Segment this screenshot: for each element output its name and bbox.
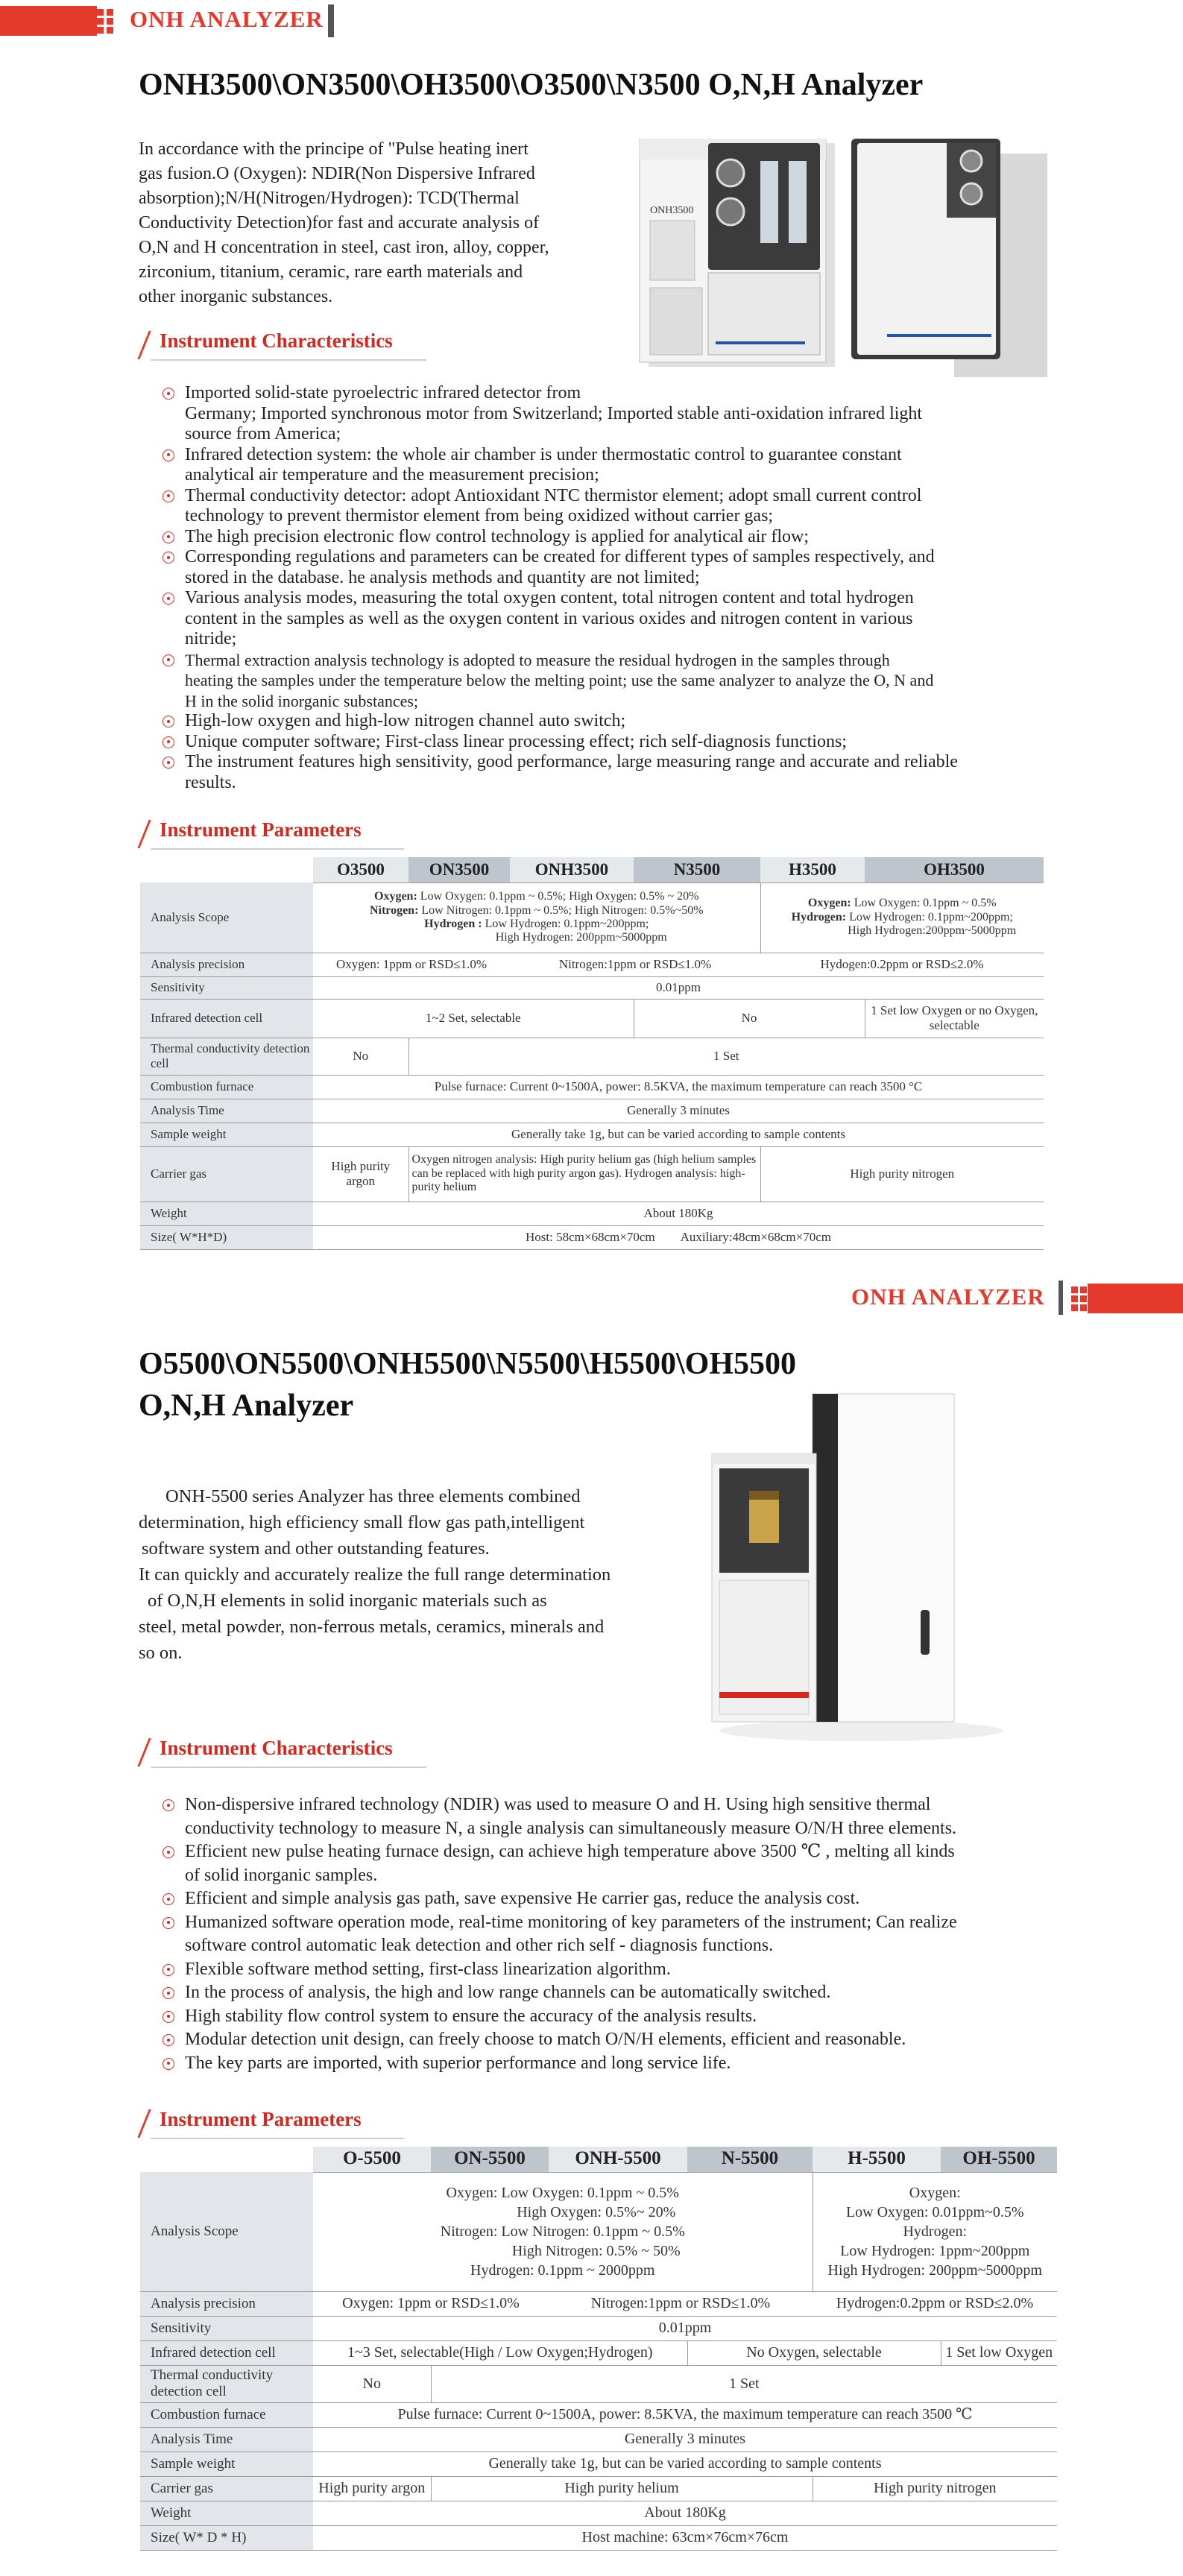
section2-characteristics-heading: Instrument Characteristics bbox=[143, 1735, 426, 1768]
row-label: Sample weight bbox=[140, 2452, 313, 2476]
bullet-icon bbox=[163, 2034, 174, 2046]
bullet-icon bbox=[163, 716, 174, 727]
intro-line: In accordance with the principe of "Pulse heating inert bbox=[139, 139, 529, 159]
row-label: Sample weight bbox=[140, 1123, 313, 1146]
table-row: Weight About 180Kg bbox=[140, 2501, 1057, 2525]
bullet-icon bbox=[163, 531, 174, 543]
table-row: Analysis precision Oxygen: 1ppm or RSD≤1.0% Nitrogen:1ppm or RSD≤1.0% Hydogen:0.2ppm or RSD≤2.0% bbox=[140, 953, 1044, 976]
row-label: Analysis precision bbox=[140, 2291, 313, 2316]
bullet-icon bbox=[163, 736, 174, 748]
row-label: Size( W*H*D) bbox=[140, 1225, 313, 1249]
row-label: Weight bbox=[140, 2501, 313, 2525]
bullet-icon bbox=[163, 757, 174, 768]
table-header-row bbox=[140, 2147, 1057, 2172]
row-label: Sensitivity bbox=[140, 2316, 313, 2340]
section1-intro bbox=[139, 137, 616, 309]
table-row: Sample weight Generally take 1g, but can be varied according to sample contents bbox=[140, 2452, 1057, 2476]
table-row: Weight About 180Kg bbox=[140, 1202, 1044, 1225]
feature-item: Unique computer software; First-class linear processing effect; rich self-diagnosis functions; bbox=[161, 732, 1056, 753]
brand-red-tab bbox=[1088, 1284, 1183, 1313]
column-header: H3500 bbox=[760, 857, 865, 883]
intro-line: O,N and H concentration in steel, cast iron, alloy, copper, bbox=[139, 238, 549, 257]
column-header: ONH3500 bbox=[510, 857, 634, 883]
feature-item: The high precision electronic flow control technology is applied for analytical air flow; bbox=[161, 527, 1056, 548]
row-label: Carrier gas bbox=[140, 1146, 313, 1202]
brand-divider bbox=[1059, 1281, 1063, 1315]
table-row: Infrared detection cell 1~3 Set, selectable(High / Low Oxygen;Hydrogen) No Oxygen, selectable 1 Set low Oxygen bbox=[140, 2340, 1057, 2365]
section1-feature-list bbox=[161, 383, 1056, 793]
column-header: O-5500 bbox=[313, 2147, 431, 2172]
device-model-label: ONH3500 bbox=[650, 205, 694, 216]
intro-line: gas fusion.O (Oxygen): NDIR(Non Dispersive Infrared bbox=[139, 164, 535, 183]
row-label: Analysis Scope bbox=[140, 883, 313, 953]
scope-left-cell: Oxygen: Low Oxygen: 0.1ppm ~ 0.5%; High Oxygen: 0.5% ~ 20% Nitrogen: Low Nitrogen: 0.1ppm ~ 0.5%; High Nitrogen: 0.5%~50% Hydrogen : Low Hydrogen: 0.1ppm~200ppm; High Hydrogen: 200ppm~5000ppm bbox=[313, 883, 760, 953]
brand-tag-top bbox=[0, 0, 343, 40]
section1-characteristics-heading: Instrument Characteristics bbox=[143, 328, 426, 361]
intro-line: zirconium, titanium, ceramic, rare earth materials and bbox=[139, 262, 523, 282]
scope-right-cell: Oxygen: Low Oxygen: 0.01ppm~0.5% Hydrogen: Low Hydrogen: 1ppm~200ppm High Hydrogen: 200ppm~5000ppm bbox=[813, 2172, 1057, 2291]
table-row: Carrier gas High purity argon Oxygen nitrogen analysis: High purity helium gas (high helium samples can be replaced with high purity argon gas). Hydrogen analysis: high-purity helium High purity nitrogen bbox=[140, 1146, 1044, 1202]
column-header: O3500 bbox=[313, 857, 408, 883]
feature-item: Flexible software method setting, first-class linearization algorithm. bbox=[161, 1958, 1056, 1982]
bullet-icon bbox=[163, 1964, 174, 1976]
section1-title: ONH3500\ON3500\OH3500\O3500\N3500 O,N,H Analyzer bbox=[139, 68, 924, 102]
section2-feature-list bbox=[161, 1793, 1056, 2075]
brand-divider bbox=[328, 4, 334, 37]
feature-item: Corresponding regulations and parameters can be created for different types of samples respectively, and stored in the database. he analysis methods and quantity are not limited; bbox=[161, 547, 1056, 588]
column-header: N-5500 bbox=[687, 2147, 813, 2172]
scope-right-cell: Oxygen: Low Oxygen: 0.1ppm ~ 0.5% Hydrogen: Low Hydrogen: 0.1ppm~200ppm; High Hydrogen:200ppm~5000ppm bbox=[760, 883, 1044, 953]
intro-line: Conductivity Detection)for fast and accurate analysis of bbox=[139, 213, 540, 233]
row-label: Sensitivity bbox=[140, 976, 313, 999]
table-row: Analysis Time Generally 3 minutes bbox=[140, 2427, 1057, 2452]
table-row: Sensitivity 0.01ppm bbox=[140, 976, 1044, 999]
feature-item: Infrared detection system: the whole air chamber is under thermostatic control to guarantee constant analytical air temperature and the measurement precision; bbox=[161, 445, 1056, 486]
table-row: Combustion furnace Pulse furnace: Current 0~1500A, power: 8.5KVA, the maximum temperature can reach 3500 ℃ bbox=[140, 2402, 1057, 2427]
bullet-icon bbox=[163, 1799, 174, 1811]
table-row: Size( W* D * H) Host machine: 63cm×76cm×76cm bbox=[140, 2525, 1057, 2550]
table-header-row bbox=[140, 857, 1044, 883]
feature-item: The key parts are imported, with superior performance and long service life. bbox=[161, 2052, 1056, 2076]
section1-parameter-table bbox=[140, 857, 1044, 1250]
bullet-icon bbox=[163, 2011, 174, 2023]
feature-item: Thermal conductivity detector: adopt Antioxidant NTC thermistor element; adopt small current control technology to prevent thermistor element from being oxidized without carrier gas; bbox=[161, 486, 1056, 527]
row-label: Thermal conductivity detection cell bbox=[140, 1038, 313, 1075]
feature-item: Modular detection unit design, can freely choose to match O/N/H elements, efficient and reasonable. bbox=[161, 2028, 1056, 2052]
bullet-icon bbox=[163, 388, 174, 400]
column-header: ONH-5500 bbox=[549, 2147, 687, 2172]
brand-label: ONH ANALYZER bbox=[130, 6, 324, 32]
feature-item: Efficient and simple analysis gas path, save expensive He carrier gas, reduce the analysis cost. bbox=[161, 1887, 1056, 1911]
brand-red-tab bbox=[0, 6, 97, 36]
bullet-icon bbox=[163, 449, 174, 461]
intro-line: absorption);N/H(Nitrogen/Hydrogen): TCD(Thermal bbox=[139, 189, 520, 208]
bullet-icon bbox=[163, 1917, 174, 1929]
section1-parameters-heading: Instrument Parameters bbox=[143, 817, 411, 850]
section2-parameter-table bbox=[140, 2147, 1057, 2551]
table-row: Sample weight Generally take 1g, but can be varied according to sample contents bbox=[140, 1123, 1044, 1146]
column-header: OH3500 bbox=[865, 857, 1044, 883]
feature-item: Humanized software operation mode, real-time monitoring of key parameters of the instrument; Can realize software control automatic leak detection and other rich self - diagnosis functions. bbox=[161, 1911, 1056, 1958]
row-label: Combustion furnace bbox=[140, 1075, 313, 1099]
bullet-icon bbox=[163, 1846, 174, 1858]
table-row: Carrier gas High purity argon High purity helium High purity nitrogen bbox=[140, 2476, 1057, 2501]
column-header: N3500 bbox=[634, 857, 760, 883]
table-row: Analysis precision Oxygen: 1ppm or RSD≤1.0% Nitrogen:1ppm or RSD≤1.0% Hydrogen:0.2ppm or RSD≤2.0% bbox=[140, 2291, 1057, 2316]
feature-item: High-low oxygen and high-low nitrogen channel auto switch; bbox=[161, 711, 1056, 732]
feature-item: Efficient new pulse heating furnace design, can achieve high temperature above 3500 ℃ , melting all kinds of solid inorganic samples. bbox=[161, 1840, 1056, 1887]
table-row bbox=[140, 2172, 1057, 2291]
row-label: Analysis Scope bbox=[140, 2172, 313, 2291]
row-label: Size( W* D * H) bbox=[140, 2525, 313, 2550]
brand-label: ONH ANALYZER bbox=[851, 1284, 1045, 1310]
row-label: Thermal conductivity detection cell bbox=[140, 2365, 313, 2402]
bullet-icon bbox=[163, 593, 174, 604]
table-row: Sensitivity 0.01ppm bbox=[140, 2316, 1057, 2340]
row-label: Combustion furnace bbox=[140, 2402, 313, 2427]
bullet-icon bbox=[163, 654, 174, 666]
feature-item: High stability flow control system to ensure the accuracy of the analysis results. bbox=[161, 2005, 1056, 2029]
feature-item: Various analysis modes, measuring the total oxygen content, total nitrogen content and total hydrogen content in the samples as well as the oxygen content in various oxides and nitrogen content in various nitride; bbox=[161, 588, 1056, 650]
feature-item: The instrument features high sensitivity, good performance, large measuring range and accurate and reliable results. bbox=[161, 752, 1056, 793]
row-label: Infrared detection cell bbox=[140, 2340, 313, 2365]
bullet-icon bbox=[163, 490, 174, 502]
bullet-icon bbox=[163, 552, 174, 564]
table-row: Size( W*H*D) Host: 58cm×68cm×70cm Auxiliary:48cm×68cm×70cm bbox=[140, 1225, 1044, 1249]
section2-intro: ONH-5500 series Analyzer has three elements combined determination, high efficiency small flow gas path,intelligent software system and other outstanding features. It can quickly and accurately realize the full range determination of O,N,H elements in solid inorganic materials such as steel, metal powder, non-ferrous metals, ceramics, minerals and so on. bbox=[139, 1486, 611, 1663]
table-row: Combustion furnace Pulse furnace: Current 0~1500A, power: 8.5KVA, the maximum temperature can reach 3500 °C bbox=[140, 1075, 1044, 1099]
row-label: Analysis Time bbox=[140, 2427, 313, 2452]
bullet-icon bbox=[163, 1893, 174, 1905]
column-header: H-5500 bbox=[813, 2147, 941, 2172]
feature-item: Imported solid-state pyroelectric infrared detector from Germany; Imported synchronous motor from Switzerland; Imported stable anti-oxidation infrared light source from America; bbox=[161, 383, 1056, 445]
bullet-icon bbox=[163, 1987, 174, 1999]
table-row: Thermal conductivity detection cell No 1 Set bbox=[140, 2365, 1057, 2402]
table-row: Thermal conductivity detection cell No 1 Set bbox=[140, 1038, 1044, 1075]
brand-tag-middle bbox=[820, 1279, 1183, 1316]
row-label: Analysis precision bbox=[140, 953, 313, 976]
feature-item: Non-dispersive infrared technology (NDIR) was used to measure O and H. Using high sensitive thermal conductivity technology to measure N, a single analysis can simultaneously measure O/N/H three elements. bbox=[161, 1793, 1056, 1840]
feature-item: Thermal extraction analysis technology is adopted to measure the residual hydrogen in the samples through heating the samples under the temperature below the melting point; use the same analyzer to analyze the O, N and H in the solid inorganic substances; bbox=[161, 650, 1056, 712]
table-row bbox=[140, 883, 1044, 953]
scope-left-cell: Oxygen: Low Oxygen: 0.1ppm ~ 0.5% High Oxygen: 0.5%~ 20% Nitrogen: Low Nitrogen: 0.1ppm ~ 0.5% High Nitrogen: 0.5% ~ 50% Hydrogen: 0.1ppm ~ 2000ppm bbox=[313, 2172, 813, 2291]
onh5500-product-image bbox=[704, 1386, 1003, 1744]
row-label: Weight bbox=[140, 1202, 313, 1225]
column-header: ON-5500 bbox=[431, 2147, 549, 2172]
column-header: ON3500 bbox=[408, 857, 510, 883]
feature-item: In the process of analysis, the high and low range channels can be automatically switched. bbox=[161, 1981, 1056, 2005]
brand-dots-icon bbox=[1068, 1284, 1088, 1313]
bullet-icon bbox=[163, 2058, 174, 2070]
row-label: Infrared detection cell bbox=[140, 999, 313, 1038]
section2-title: O5500\ON5500\ONH5500\N5500\H5500\OH5500 O,N,H Analyzer bbox=[139, 1347, 797, 1423]
row-label: Carrier gas bbox=[140, 2476, 313, 2501]
column-header: OH-5500 bbox=[941, 2147, 1057, 2172]
onh3500-product-image bbox=[634, 139, 1047, 385]
brand-dots-icon bbox=[97, 6, 116, 36]
table-row: Analysis Time Generally 3 minutes bbox=[140, 1099, 1044, 1123]
intro-line: other inorganic substances. bbox=[139, 287, 333, 306]
row-label: Analysis Time bbox=[140, 1099, 313, 1123]
table-row: Infrared detection cell 1~2 Set, selectable No 1 Set low Oxygen or no Oxygen, selectable bbox=[140, 999, 1044, 1038]
section2-parameters-heading: Instrument Parameters bbox=[143, 2106, 411, 2139]
